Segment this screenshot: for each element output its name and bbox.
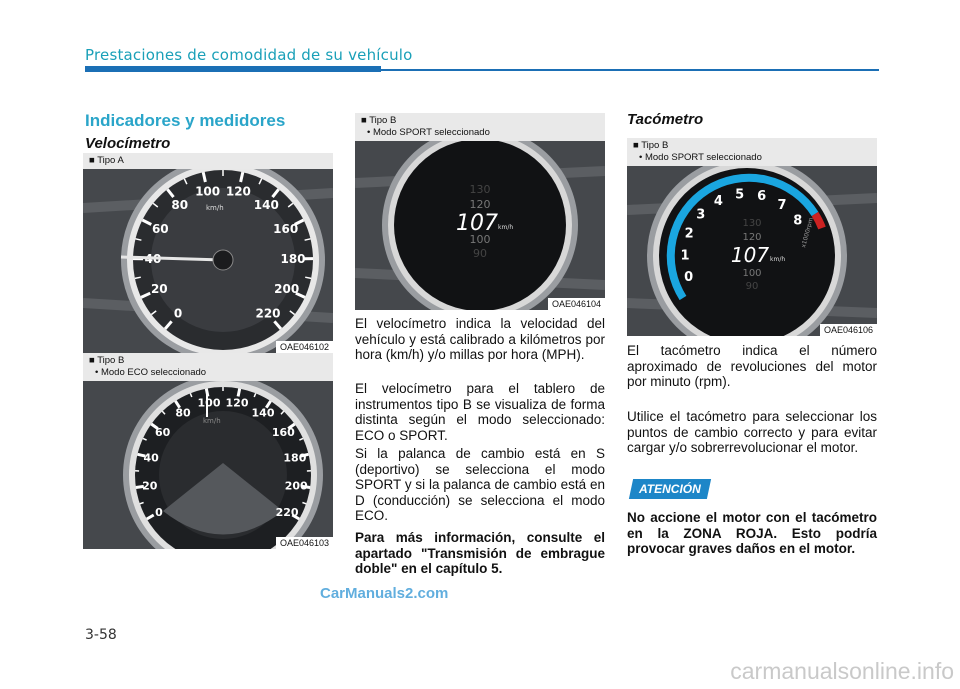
dial-label: 7 [777,197,787,213]
figure-label-type: ■ Tipo B [633,140,669,151]
dial-tick [238,389,240,397]
warning-text: No accione el motor con el tacómetro en la ZONA ROJA. Esto podría provocar graves daños en el motor. [627,510,877,556]
speedometer-type-a-graphic [83,153,333,353]
value-upper-2: 120 [742,232,762,243]
dial-label: 6 [757,188,767,204]
dial-label: 160 [273,221,299,236]
figure-speedometer-type-a [83,153,333,353]
section-heading: Indicadores y medidores [85,111,286,130]
tachometer-title: Tacómetro [627,111,704,128]
speed-unit: km/h [498,224,514,231]
dial-label: 220 [275,506,299,519]
dial-label: 1 [680,248,690,264]
dial-label: 100 [195,184,221,199]
warning-label: ATENCIÓN [639,482,701,496]
value-lower-1: 100 [742,268,762,279]
header-rule-thin [381,69,879,71]
figure-code: OAE046106 [820,324,877,336]
figure-tachometer [627,138,877,336]
value-lower-2: 90 [473,247,487,260]
value-upper-2: 120 [469,198,491,211]
watermark-link[interactable]: CarManuals2.com [320,585,449,602]
figure-label: ■ Tipo A [83,153,333,169]
value-upper-1: 130 [742,218,762,229]
speedometer-paragraph-4: Para más información, consulte el apartado "Transmisión de embrague doble" en el capítulo 5. [355,530,605,576]
dial-label: 200 [274,282,300,297]
dial-label: 160 [271,426,295,440]
dial-label: 8 [793,213,803,229]
dial-label: 5 [735,187,745,203]
rpm-unit: x1000rpm [800,216,815,249]
value-lower-2: 90 [745,281,759,292]
dial-label: 0 [173,306,183,321]
speedometer-paragraph-3: Si la palanca de cambio está en S (deportivo) se selecciona el modo SPORT y si la palanca de cambio está en D (conducción) se selecciona el modo ECO. [355,446,605,523]
watermark-site[interactable]: carmanualsonline.info [730,658,954,684]
dial-label: 0 [684,270,694,286]
warning-badge [629,479,711,499]
figure-label [627,138,877,166]
current-speed: 107 [730,243,770,267]
speed-unit: km/h [206,204,224,212]
speed-unit: km/h [203,417,221,425]
dial-label: 20 [142,479,158,493]
value-lower-1: 100 [469,233,491,246]
tachometer-paragraph-2: Utilice el tacómetro para seleccionar los puntos de cambio correcto y para evitar cargar y/o sobrerrevolucionar el motor. [627,409,877,455]
figure-label-mode: • Modo ECO seleccionado [95,367,207,378]
figure-speedometer-sport [355,113,605,310]
speedometer-sport-graphic [355,113,605,310]
tachometer-paragraph-1: El tacómetro indica el número aproximado de revoluciones del motor por minuto (rpm). [627,343,877,389]
header-rule-thick [85,66,381,72]
figure-speedometer-eco [83,353,333,549]
dial-label: 3 [696,207,706,223]
dial-label: 80 [171,198,189,212]
dial-label: 80 [175,406,191,420]
dial-label: 180 [280,251,306,266]
figure-label-type: ■ Tipo B [89,355,125,366]
dial-label: 120 [225,184,251,199]
figure-label [83,353,333,381]
figure-code: OAE046104 [548,298,605,310]
dial-label: 100 [197,396,221,410]
page-number: 3-58 [85,627,117,643]
dial-label: 60 [151,221,169,236]
figure-code: OAE046102 [276,341,333,353]
speedometer-paragraph-1: El velocímetro indica la velocidad del vehículo y está calibrado a kilómetros por hora (km/h) y/o millas por hora (MPH). [355,316,605,362]
dial-label: 220 [255,306,281,321]
figure-code: OAE046103 [276,537,333,549]
figure-label-type: ■ Tipo B [361,115,397,126]
figure-label-mode: • Modo SPORT seleccionado [639,152,762,163]
current-speed: 107 [456,211,498,236]
dial-label: 2 [684,226,694,242]
figure-label [355,113,605,141]
chapter-header: Prestaciones de comodidad de su vehículo [85,46,413,64]
dial-label: 4 [713,194,723,209]
speedometer-paragraph-2: El velocímetro para el tablero de instrumentos tipo B se visualiza de forma distinta según el modo seleccionado: ECO o SPORT. [355,381,605,443]
dial-label: 0 [155,506,163,519]
dial-label: 20 [150,282,168,297]
speedometer-eco-graphic [83,353,333,549]
value-upper-1: 130 [469,183,491,196]
dial-label: 200 [284,479,308,493]
speedometer-title: Velocímetro [85,135,171,152]
dial-label: 140 [251,406,275,420]
speed-unit: km/h [770,256,786,263]
dial-label: 180 [283,451,307,465]
tachometer-graphic [627,138,877,336]
dial-label: 40 [143,451,159,465]
dial-label: 140 [253,198,279,212]
dial-label: 120 [225,396,249,410]
figure-label-mode: • Modo SPORT seleccionado [367,127,490,138]
dial-label: 60 [155,426,171,440]
